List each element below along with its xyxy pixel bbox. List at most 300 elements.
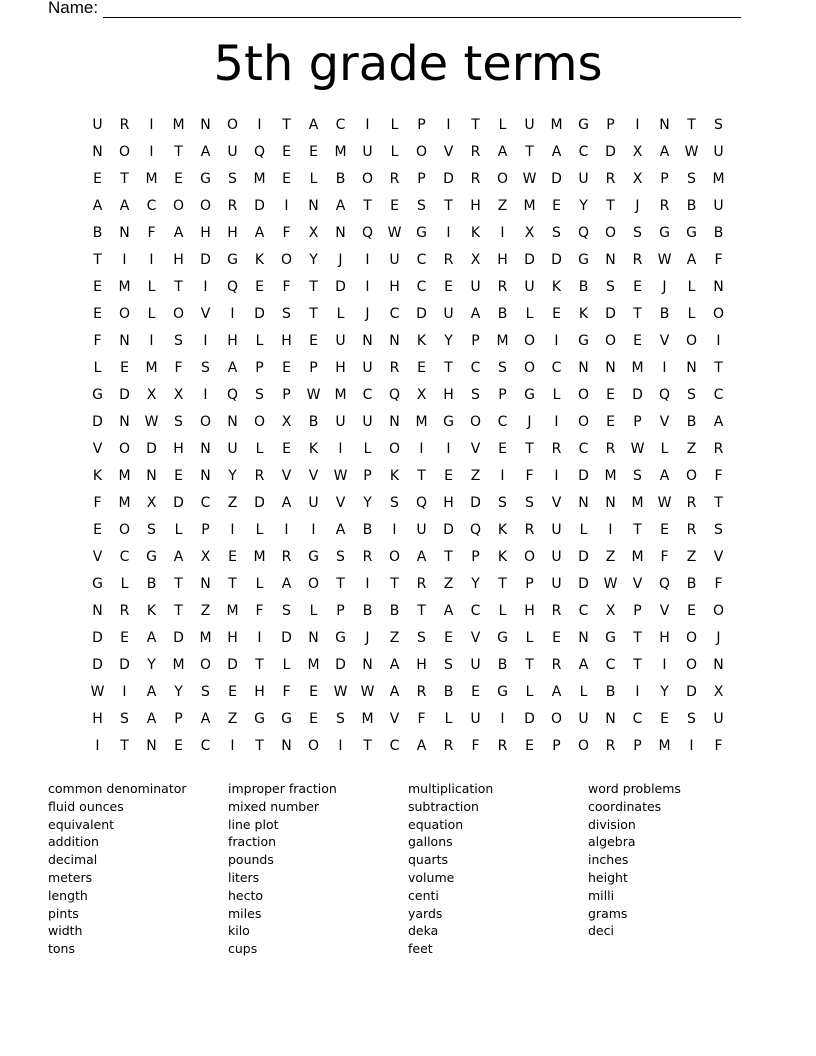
grid-cell[interactable]: S <box>633 468 642 484</box>
grid-cell[interactable]: T <box>363 198 372 214</box>
grid-cell[interactable]: C <box>551 360 562 376</box>
grid-cell[interactable]: P <box>471 333 480 349</box>
grid-cell[interactable]: C <box>389 738 400 754</box>
grid-cell[interactable]: N <box>686 360 697 376</box>
grid-cell[interactable]: I <box>365 576 370 592</box>
grid-cell[interactable]: O <box>685 333 698 349</box>
grid-cell[interactable]: B <box>605 684 616 700</box>
grid-cell[interactable]: E <box>552 306 561 322</box>
grid-cell[interactable]: Z <box>686 549 697 565</box>
grid-cell[interactable]: R <box>281 549 292 565</box>
grid-cell[interactable]: R <box>443 252 454 268</box>
grid-cell[interactable]: H <box>92 711 103 727</box>
grid-cell[interactable]: Y <box>174 684 183 700</box>
grid-cell[interactable]: N <box>119 333 130 349</box>
grid-cell[interactable]: Z <box>497 198 508 214</box>
grid-cell[interactable]: E <box>552 630 561 646</box>
grid-cell[interactable]: E <box>633 333 642 349</box>
grid-cell[interactable]: E <box>444 630 453 646</box>
grid-cell[interactable]: G <box>443 414 454 430</box>
grid-cell[interactable]: S <box>147 522 156 538</box>
grid-cell[interactable]: D <box>578 576 589 592</box>
grid-cell[interactable]: C <box>362 387 373 403</box>
grid-cell[interactable]: I <box>284 522 289 538</box>
grid-cell[interactable]: X <box>146 387 157 403</box>
grid-cell[interactable]: L <box>174 522 183 538</box>
grid-cell[interactable]: Z <box>389 630 400 646</box>
grid-cell[interactable]: M <box>226 603 239 619</box>
grid-cell[interactable]: E <box>606 387 615 403</box>
grid-cell[interactable]: B <box>659 306 670 322</box>
grid-cell[interactable]: V <box>281 468 292 484</box>
grid-cell[interactable]: X <box>605 603 616 619</box>
grid-cell[interactable]: S <box>525 495 534 511</box>
grid-cell[interactable]: E <box>471 684 480 700</box>
grid-cell[interactable]: E <box>525 738 534 754</box>
grid-cell[interactable]: V <box>470 630 481 646</box>
grid-cell[interactable]: A <box>146 684 157 700</box>
grid-cell[interactable]: W <box>387 225 402 241</box>
grid-cell[interactable]: D <box>470 495 481 511</box>
grid-cell[interactable]: O <box>172 306 185 322</box>
grid-cell[interactable]: T <box>390 576 399 592</box>
grid-cell[interactable]: Z <box>227 711 238 727</box>
grid-cell[interactable]: C <box>470 603 481 619</box>
grid-cell[interactable]: H <box>416 657 427 673</box>
grid-cell[interactable]: R <box>227 198 238 214</box>
grid-cell[interactable]: J <box>716 630 721 646</box>
grid-cell[interactable]: S <box>633 225 642 241</box>
grid-cell[interactable]: G <box>281 711 292 727</box>
grid-cell[interactable]: N <box>362 333 373 349</box>
grid-cell[interactable]: Q <box>388 387 401 403</box>
grid-cell[interactable]: N <box>146 738 157 754</box>
grid-cell[interactable]: L <box>336 306 345 322</box>
grid-cell[interactable]: T <box>471 117 480 133</box>
grid-cell[interactable]: B <box>308 414 319 430</box>
grid-cell[interactable]: S <box>255 387 264 403</box>
grid-cell[interactable]: T <box>714 360 723 376</box>
grid-cell[interactable]: F <box>282 684 291 700</box>
grid-cell[interactable]: U <box>335 414 346 430</box>
grid-cell[interactable]: D <box>632 387 643 403</box>
grid-cell[interactable]: R <box>389 171 400 187</box>
grid-cell[interactable]: T <box>525 144 534 160</box>
grid-cell[interactable]: N <box>92 603 103 619</box>
grid-cell[interactable]: B <box>686 576 697 592</box>
grid-cell[interactable]: E <box>282 441 291 457</box>
grid-cell[interactable]: D <box>605 306 616 322</box>
grid-cell[interactable]: I <box>230 738 235 754</box>
grid-cell[interactable]: O <box>550 711 563 727</box>
grid-cell[interactable]: A <box>443 603 454 619</box>
grid-cell[interactable]: W <box>684 144 699 160</box>
grid-cell[interactable]: U <box>551 522 562 538</box>
grid-cell[interactable]: K <box>146 603 157 619</box>
grid-cell[interactable]: R <box>659 198 670 214</box>
grid-cell[interactable]: P <box>309 360 318 376</box>
grid-cell[interactable]: K <box>389 468 400 484</box>
grid-cell[interactable]: A <box>92 198 103 214</box>
grid-cell[interactable]: F <box>525 468 534 484</box>
grid-cell[interactable]: O <box>523 549 536 565</box>
grid-cell[interactable]: I <box>608 522 613 538</box>
grid-cell[interactable]: F <box>660 549 669 565</box>
grid-cell[interactable]: I <box>500 225 505 241</box>
grid-cell[interactable]: X <box>308 225 319 241</box>
grid-cell[interactable]: H <box>335 360 346 376</box>
grid-cell[interactable]: V <box>659 333 670 349</box>
grid-cell[interactable]: M <box>712 171 725 187</box>
grid-cell[interactable]: S <box>282 603 291 619</box>
grid-cell[interactable]: M <box>334 387 347 403</box>
grid-cell[interactable]: V <box>659 603 670 619</box>
grid-cell[interactable]: X <box>470 252 481 268</box>
grid-cell[interactable]: R <box>119 117 130 133</box>
grid-cell[interactable]: O <box>199 657 212 673</box>
grid-cell[interactable]: W <box>657 252 672 268</box>
grid-cell[interactable]: B <box>497 306 508 322</box>
grid-cell[interactable]: V <box>659 414 670 430</box>
grid-cell[interactable]: G <box>92 387 103 403</box>
grid-cell[interactable]: D <box>578 549 589 565</box>
grid-cell[interactable]: R <box>686 522 697 538</box>
grid-cell[interactable]: S <box>687 171 696 187</box>
grid-cell[interactable]: Q <box>226 279 239 295</box>
grid-cell[interactable]: I <box>230 306 235 322</box>
grid-cell[interactable]: B <box>146 576 157 592</box>
grid-cell[interactable]: H <box>281 333 292 349</box>
grid-cell[interactable]: L <box>660 441 669 457</box>
grid-cell[interactable]: C <box>200 495 211 511</box>
grid-cell[interactable]: E <box>660 711 669 727</box>
grid-cell[interactable]: A <box>281 576 292 592</box>
grid-cell[interactable]: D <box>254 306 265 322</box>
grid-cell[interactable]: J <box>662 279 667 295</box>
grid-cell[interactable]: I <box>554 333 559 349</box>
grid-cell[interactable]: E <box>174 738 183 754</box>
grid-cell[interactable]: S <box>498 360 507 376</box>
grid-cell[interactable]: I <box>95 738 100 754</box>
grid-cell[interactable]: T <box>93 252 102 268</box>
grid-cell[interactable]: A <box>146 630 157 646</box>
grid-cell[interactable]: A <box>227 360 238 376</box>
grid-cell[interactable]: U <box>335 333 346 349</box>
grid-cell[interactable]: D <box>146 441 157 457</box>
grid-cell[interactable]: O <box>199 198 212 214</box>
grid-cell[interactable]: J <box>635 198 640 214</box>
grid-cell[interactable]: R <box>389 360 400 376</box>
grid-cell[interactable]: G <box>578 333 589 349</box>
grid-cell[interactable]: W <box>333 684 348 700</box>
grid-cell[interactable]: I <box>149 117 154 133</box>
grid-cell[interactable]: M <box>631 360 644 376</box>
grid-cell[interactable]: R <box>416 684 427 700</box>
grid-cell[interactable]: N <box>605 711 616 727</box>
grid-cell[interactable]: X <box>200 549 211 565</box>
grid-cell[interactable]: M <box>361 711 374 727</box>
grid-cell[interactable]: L <box>363 441 372 457</box>
grid-cell[interactable]: R <box>632 252 643 268</box>
grid-cell[interactable]: A <box>659 144 670 160</box>
grid-cell[interactable]: C <box>416 279 427 295</box>
grid-cell[interactable]: T <box>444 549 453 565</box>
grid-cell[interactable]: P <box>363 468 372 484</box>
grid-cell[interactable]: R <box>497 738 508 754</box>
grid-cell[interactable]: M <box>118 468 131 484</box>
grid-cell[interactable]: T <box>633 522 642 538</box>
grid-cell[interactable]: X <box>416 387 427 403</box>
grid-cell[interactable]: T <box>120 171 129 187</box>
grid-cell[interactable]: K <box>416 333 427 349</box>
grid-cell[interactable]: X <box>632 171 643 187</box>
grid-cell[interactable]: O <box>118 306 131 322</box>
grid-cell[interactable]: K <box>551 279 562 295</box>
grid-cell[interactable]: C <box>200 738 211 754</box>
name-input-line[interactable] <box>103 0 741 18</box>
grid-cell[interactable]: S <box>390 495 399 511</box>
grid-cell[interactable]: O <box>469 414 482 430</box>
grid-cell[interactable]: N <box>308 198 319 214</box>
grid-cell[interactable]: Y <box>363 495 372 511</box>
grid-cell[interactable]: M <box>631 495 644 511</box>
grid-cell[interactable]: W <box>306 387 321 403</box>
grid-cell[interactable]: C <box>578 603 589 619</box>
grid-cell[interactable]: R <box>119 603 130 619</box>
grid-cell[interactable]: A <box>200 711 211 727</box>
grid-cell[interactable]: U <box>551 549 562 565</box>
grid-cell[interactable]: M <box>145 171 158 187</box>
grid-cell[interactable]: J <box>338 252 343 268</box>
grid-cell[interactable]: C <box>605 657 616 673</box>
grid-cell[interactable]: M <box>253 549 266 565</box>
grid-cell[interactable]: G <box>308 549 319 565</box>
grid-cell[interactable]: G <box>227 252 238 268</box>
grid-cell[interactable]: O <box>685 468 698 484</box>
grid-cell[interactable]: L <box>255 522 264 538</box>
grid-cell[interactable]: S <box>552 225 561 241</box>
grid-cell[interactable]: M <box>253 171 266 187</box>
grid-cell[interactable]: U <box>524 117 535 133</box>
grid-cell[interactable]: A <box>389 684 400 700</box>
grid-cell[interactable]: B <box>362 522 373 538</box>
grid-cell[interactable]: F <box>174 360 183 376</box>
grid-cell[interactable]: A <box>686 252 697 268</box>
grid-cell[interactable]: I <box>230 522 235 538</box>
grid-cell[interactable]: S <box>471 387 480 403</box>
grid-cell[interactable]: U <box>470 657 481 673</box>
grid-cell[interactable]: S <box>417 630 426 646</box>
grid-cell[interactable]: G <box>416 225 427 241</box>
grid-cell[interactable]: P <box>660 171 669 187</box>
grid-cell[interactable]: E <box>282 144 291 160</box>
grid-cell[interactable]: A <box>119 198 130 214</box>
grid-cell[interactable]: U <box>362 144 373 160</box>
grid-cell[interactable]: X <box>146 495 157 511</box>
grid-cell[interactable]: I <box>716 333 721 349</box>
grid-cell[interactable]: O <box>388 441 401 457</box>
grid-cell[interactable]: L <box>309 603 318 619</box>
grid-cell[interactable]: N <box>605 495 616 511</box>
grid-cell[interactable]: I <box>689 738 694 754</box>
grid-cell[interactable]: V <box>308 468 319 484</box>
grid-cell[interactable]: M <box>334 144 347 160</box>
grid-cell[interactable]: L <box>687 306 696 322</box>
grid-cell[interactable]: E <box>120 360 129 376</box>
grid-cell[interactable]: M <box>550 117 563 133</box>
grid-cell[interactable]: N <box>578 495 589 511</box>
grid-cell[interactable]: U <box>524 279 535 295</box>
grid-cell[interactable]: H <box>443 387 454 403</box>
grid-cell[interactable]: M <box>118 279 131 295</box>
grid-cell[interactable]: P <box>633 738 642 754</box>
grid-cell[interactable]: A <box>308 117 319 133</box>
grid-cell[interactable]: U <box>227 144 238 160</box>
grid-cell[interactable]: T <box>255 738 264 754</box>
grid-cell[interactable]: S <box>687 711 696 727</box>
grid-cell[interactable]: E <box>309 144 318 160</box>
grid-cell[interactable]: U <box>389 252 400 268</box>
grid-cell[interactable]: Z <box>443 576 454 592</box>
grid-cell[interactable]: I <box>284 198 289 214</box>
grid-cell[interactable]: U <box>713 144 724 160</box>
grid-cell[interactable]: L <box>309 171 318 187</box>
grid-cell[interactable]: D <box>173 495 184 511</box>
grid-cell[interactable]: M <box>658 738 671 754</box>
grid-cell[interactable]: A <box>578 657 589 673</box>
grid-cell[interactable]: T <box>255 657 264 673</box>
grid-cell[interactable]: E <box>282 360 291 376</box>
grid-cell[interactable]: H <box>173 441 184 457</box>
grid-cell[interactable]: U <box>470 711 481 727</box>
grid-cell[interactable]: P <box>417 171 426 187</box>
grid-cell[interactable]: L <box>390 144 399 160</box>
grid-cell[interactable]: G <box>605 630 616 646</box>
grid-cell[interactable]: G <box>497 630 508 646</box>
grid-cell[interactable]: H <box>443 495 454 511</box>
grid-cell[interactable]: Q <box>469 522 482 538</box>
grid-cell[interactable]: O <box>685 657 698 673</box>
grid-cell[interactable]: S <box>606 279 615 295</box>
grid-cell[interactable]: O <box>577 387 590 403</box>
grid-cell[interactable]: T <box>525 441 534 457</box>
grid-cell[interactable]: X <box>524 225 535 241</box>
grid-cell[interactable]: Q <box>361 225 374 241</box>
grid-cell[interactable]: N <box>200 441 211 457</box>
grid-cell[interactable]: E <box>390 198 399 214</box>
grid-cell[interactable]: V <box>200 306 211 322</box>
grid-cell[interactable]: Z <box>470 468 481 484</box>
grid-cell[interactable]: N <box>200 117 211 133</box>
grid-cell[interactable]: W <box>522 171 537 187</box>
grid-cell[interactable]: E <box>444 468 453 484</box>
grid-cell[interactable]: P <box>201 522 210 538</box>
grid-cell[interactable]: U <box>578 171 589 187</box>
grid-cell[interactable]: N <box>92 144 103 160</box>
grid-cell[interactable]: G <box>92 576 103 592</box>
grid-cell[interactable]: L <box>525 630 534 646</box>
grid-cell[interactable]: L <box>687 279 696 295</box>
grid-cell[interactable]: A <box>173 549 184 565</box>
grid-cell[interactable]: U <box>308 495 319 511</box>
grid-cell[interactable]: D <box>92 414 103 430</box>
grid-cell[interactable]: G <box>524 387 535 403</box>
grid-cell[interactable]: H <box>200 225 211 241</box>
grid-cell[interactable]: O <box>307 576 320 592</box>
grid-cell[interactable]: M <box>415 414 428 430</box>
grid-cell[interactable]: D <box>119 657 130 673</box>
grid-cell[interactable]: A <box>713 414 724 430</box>
grid-cell[interactable]: T <box>525 657 534 673</box>
grid-cell[interactable]: O <box>118 144 131 160</box>
grid-cell[interactable]: B <box>92 225 103 241</box>
grid-cell[interactable]: L <box>525 306 534 322</box>
grid-cell[interactable]: F <box>282 279 291 295</box>
grid-cell[interactable]: S <box>201 360 210 376</box>
grid-cell[interactable]: B <box>389 603 400 619</box>
grid-cell[interactable]: N <box>200 576 211 592</box>
grid-cell[interactable]: K <box>254 252 265 268</box>
grid-cell[interactable]: S <box>444 657 453 673</box>
grid-cell[interactable]: I <box>662 657 667 673</box>
grid-cell[interactable]: R <box>605 738 616 754</box>
grid-cell[interactable]: E <box>309 711 318 727</box>
grid-cell[interactable]: F <box>714 252 723 268</box>
grid-cell[interactable]: W <box>657 495 672 511</box>
grid-cell[interactable]: I <box>635 684 640 700</box>
grid-cell[interactable]: E <box>228 684 237 700</box>
grid-cell[interactable]: T <box>282 117 291 133</box>
grid-cell[interactable]: I <box>419 441 424 457</box>
grid-cell[interactable]: T <box>633 630 642 646</box>
grid-cell[interactable]: I <box>662 360 667 376</box>
grid-cell[interactable]: D <box>686 684 697 700</box>
grid-cell[interactable]: Q <box>253 144 266 160</box>
grid-cell[interactable]: M <box>172 657 185 673</box>
grid-cell[interactable]: I <box>365 117 370 133</box>
grid-cell[interactable]: D <box>227 657 238 673</box>
grid-cell[interactable]: Y <box>660 684 669 700</box>
grid-cell[interactable]: O <box>685 630 698 646</box>
grid-cell[interactable]: T <box>633 657 642 673</box>
grid-cell[interactable]: V <box>443 144 454 160</box>
grid-cell[interactable]: T <box>417 603 426 619</box>
grid-cell[interactable]: H <box>254 684 265 700</box>
grid-cell[interactable]: K <box>578 306 589 322</box>
grid-cell[interactable]: B <box>713 225 724 241</box>
grid-cell[interactable]: O <box>253 414 266 430</box>
grid-cell[interactable]: L <box>498 603 507 619</box>
grid-cell[interactable]: E <box>174 468 183 484</box>
grid-cell[interactable]: T <box>120 738 129 754</box>
grid-cell[interactable]: W <box>90 684 105 700</box>
grid-cell[interactable]: X <box>713 684 724 700</box>
grid-cell[interactable]: X <box>281 414 292 430</box>
grid-cell[interactable]: I <box>392 522 397 538</box>
grid-cell[interactable]: E <box>93 522 102 538</box>
grid-cell[interactable]: T <box>228 576 237 592</box>
grid-cell[interactable]: L <box>255 441 264 457</box>
grid-cell[interactable]: N <box>713 279 724 295</box>
grid-cell[interactable]: L <box>552 387 561 403</box>
grid-cell[interactable]: M <box>523 198 536 214</box>
grid-cell[interactable]: G <box>146 549 157 565</box>
grid-cell[interactable]: H <box>389 279 400 295</box>
grid-cell[interactable]: Y <box>228 468 237 484</box>
grid-cell[interactable]: P <box>471 549 480 565</box>
grid-cell[interactable]: A <box>497 144 508 160</box>
grid-cell[interactable]: I <box>554 414 559 430</box>
